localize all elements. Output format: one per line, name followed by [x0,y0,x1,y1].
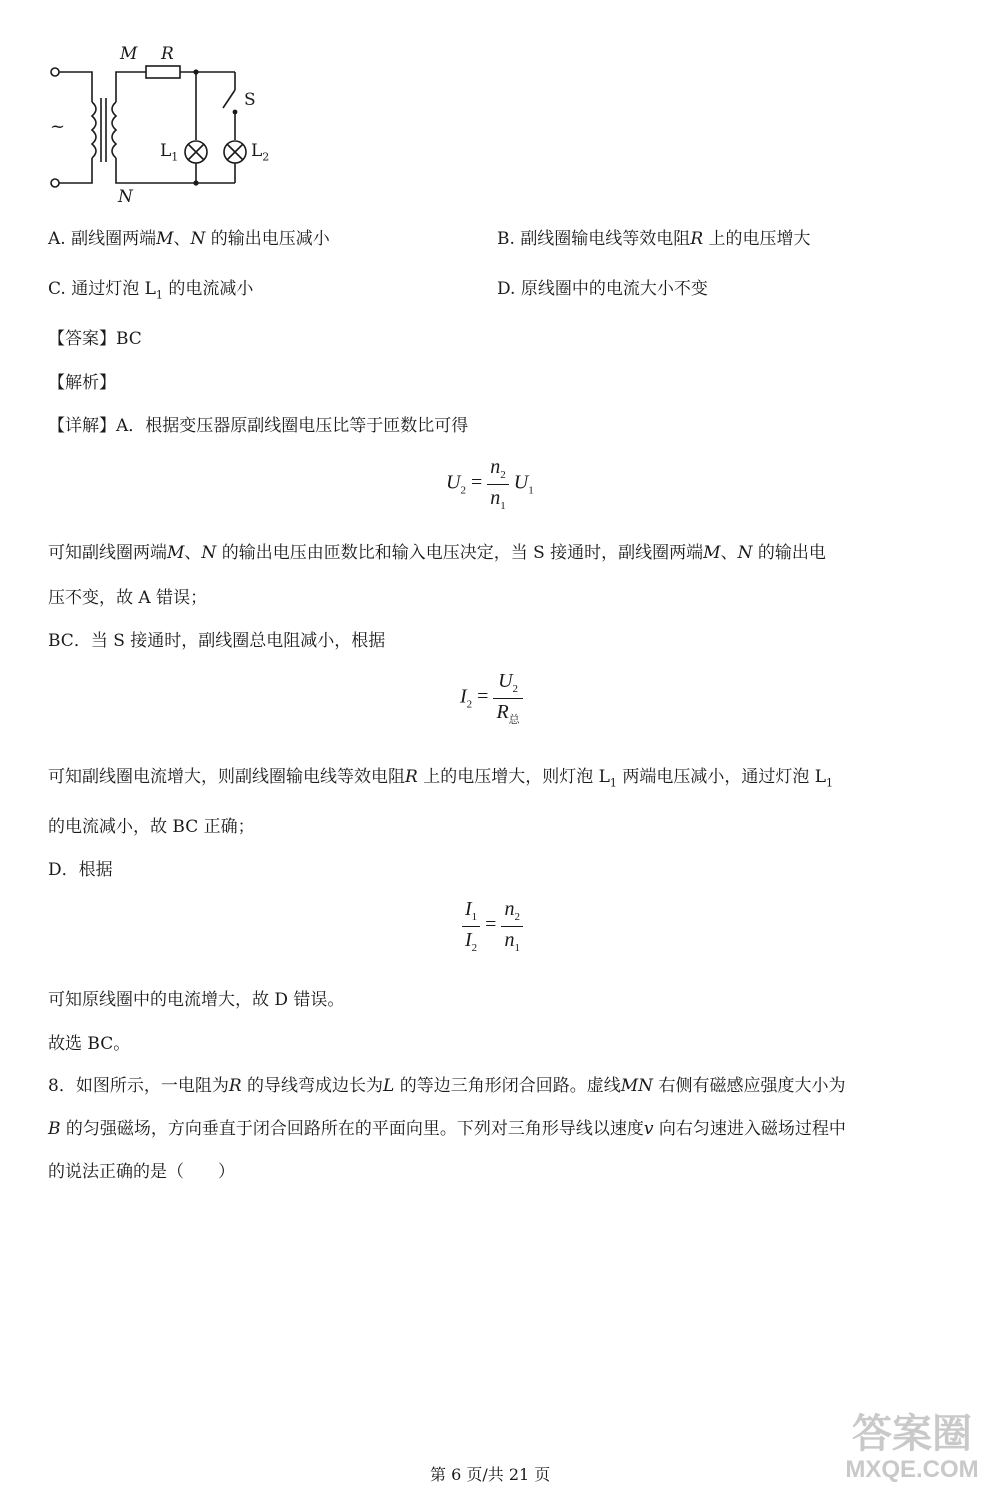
option-b: B. 副线圈输电线等效电阻R 上的电压增大 [497,229,811,249]
label-s: S [244,90,256,110]
q8-line2: B 的匀强磁场，方向垂直于闭合回路所在的平面向里。下列对三角形导线以速度v 向右匀速进入磁场过程中 [48,1119,846,1139]
detail-d-intro: D．根据 [48,860,113,880]
detail-d-line: 可知原线圈中的电流增大，故 D 错误。 [48,990,345,1010]
detail-bc-intro: BC．当 S 接通时，副线圈总电阻减小，根据 [48,631,386,651]
page-footer: 第 6 页/共 21 页 [430,1465,551,1484]
equation-1: $U_2$ = $\frac{n_2}{n_1}$ $U_1$ [446,456,534,512]
option-d: D. 原线圈中的电流大小不变 [497,279,708,299]
q8-line3: 的说法正确的是（ ） [48,1162,235,1182]
q8-line1: 8．如图所示，一电阻为R 的导线弯成边长为L 的等边三角形闭合回路。虚线MN 右侧有磁感应强度大小为 [48,1076,846,1096]
option-a: A. 副线圈两端M、N 的输出电压减小 [48,229,330,249]
watermark [832,1412,992,1484]
label-n: N [118,187,133,207]
equation-3: $\frac{I_1}{I_2}$ = $\frac{n_2}{n_1}$ [462,898,523,954]
equation-2: $I_2$ = $\frac{U_2}{R_总}$ [460,670,523,726]
detail-a-intro: 【详解】A．根据变压器原副线圈电压比等于匝数比可得 [48,416,469,436]
detail-a-line1: 可知副线圈两端M、N 的输出电压由匝数比和输入电压决定，当 S 接通时，副线圈两端M、N 的输出电 [48,543,826,563]
analysis-label: 【解析】 [48,373,116,393]
ac-source-symbol: ~ [50,116,66,137]
label-l2: $L_2$ [251,141,270,164]
watermark-logo-text: 答案圈 [852,1412,972,1456]
label-m: M [120,44,138,64]
circuit-diagram [40,40,280,210]
label-r: R [161,44,174,64]
detail-a-line2: 压不变，故 A 错误； [48,588,208,608]
detail-conclusion: 故选 BC。 [48,1034,131,1054]
option-c: C. 通过灯泡 $L_1$ 的电流减小 [48,279,254,302]
detail-bc-line1: 可知副线圈电流增大，则副线圈输电线等效电阻R 上的电压增大，则灯泡 $L_1$ 两端电压减小，通过灯泡 $L_1$ [48,767,834,790]
answer-line: 【答案】BC [48,329,142,349]
detail-bc-line2: 的电流减小，故 BC 正确； [48,817,255,837]
watermark-url: MXQE.COM [845,1456,979,1483]
label-l1: $L_1$ [160,141,179,164]
